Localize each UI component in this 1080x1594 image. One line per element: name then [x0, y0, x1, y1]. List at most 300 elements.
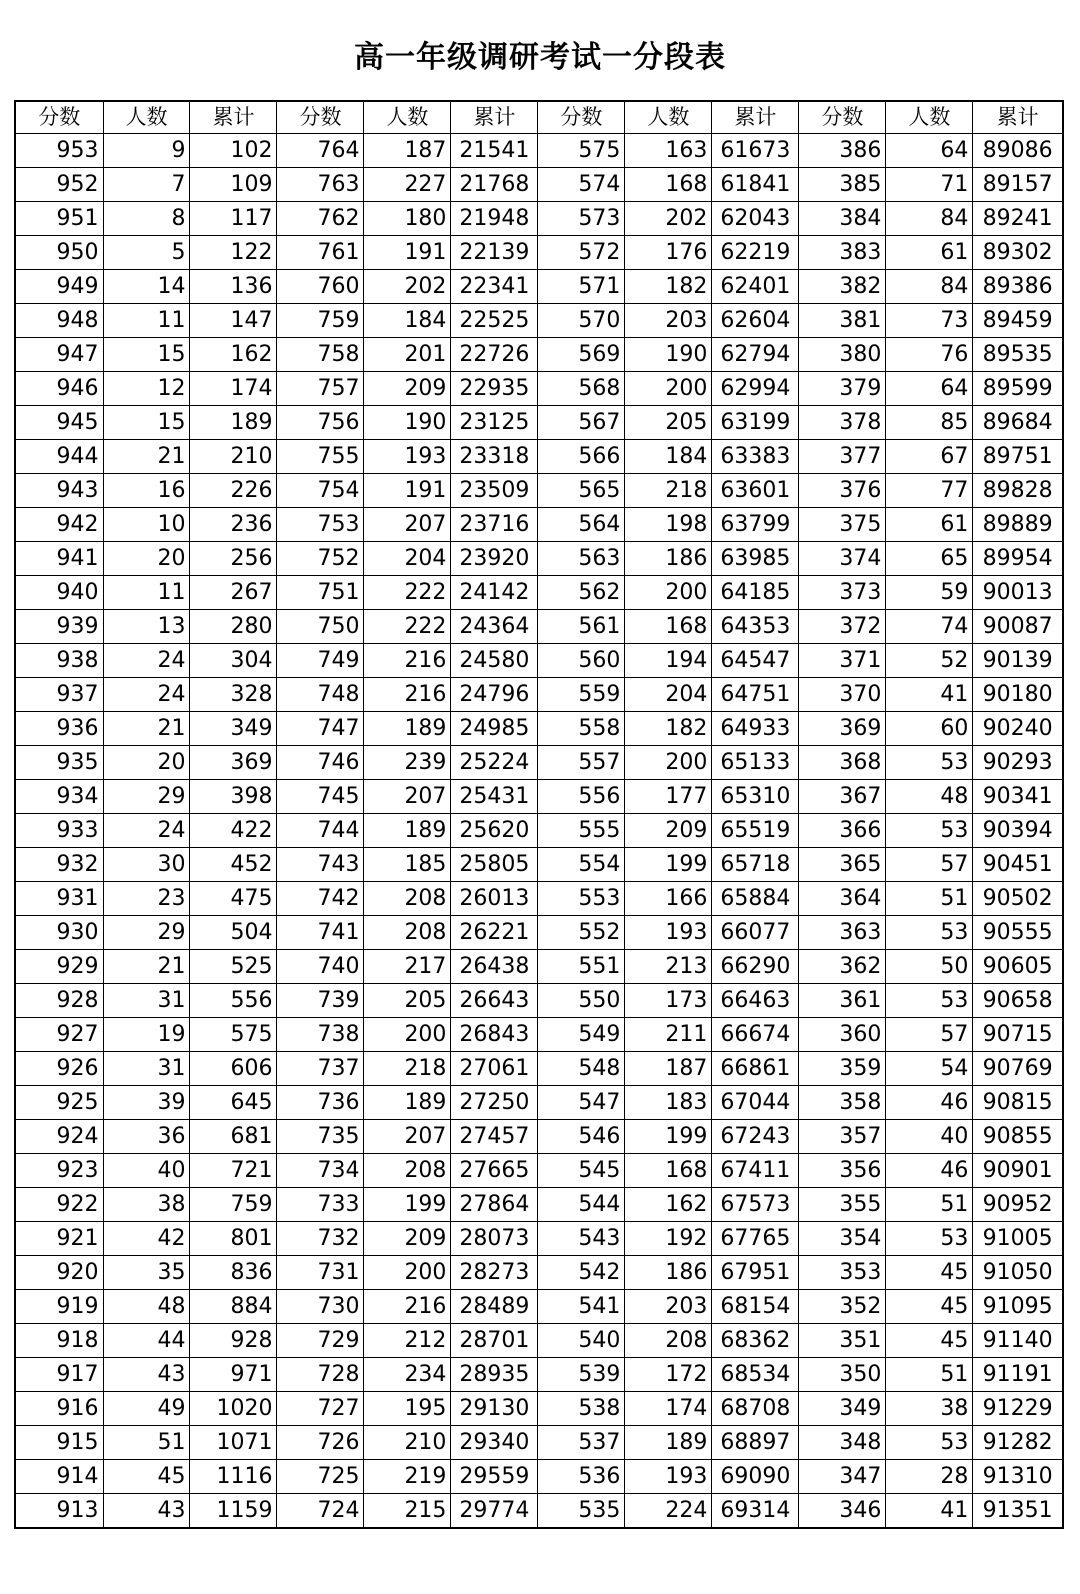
count-cell: 46: [886, 1154, 973, 1188]
count-cell: 57: [886, 848, 973, 882]
count-cell: 21: [103, 712, 190, 746]
score-cell: 558: [538, 712, 625, 746]
score-cell: 738: [277, 1018, 364, 1052]
score-cell: 760: [277, 270, 364, 304]
count-cell: 8: [103, 202, 190, 236]
column-header: 分数: [538, 101, 625, 134]
table-row: [15, 1392, 1063, 1426]
score-cell: 762: [277, 202, 364, 236]
cumulative-cell: 68897: [712, 1426, 799, 1460]
score-cell: 943: [15, 474, 103, 508]
count-cell: 12: [103, 372, 190, 406]
score-cell: 754: [277, 474, 364, 508]
count-cell: 15: [103, 406, 190, 440]
table-row: [15, 372, 1063, 406]
cumulative-cell: 66290: [712, 950, 799, 984]
score-cell: 732: [277, 1222, 364, 1256]
count-cell: 191: [364, 236, 451, 270]
table-row: [15, 236, 1063, 270]
count-cell: 84: [886, 202, 973, 236]
score-cell: 369: [799, 712, 886, 746]
count-cell: 60: [886, 712, 973, 746]
score-cell: 752: [277, 542, 364, 576]
score-cell: 360: [799, 1018, 886, 1052]
cumulative-cell: 66463: [712, 984, 799, 1018]
cumulative-cell: 475: [190, 882, 277, 916]
count-cell: 218: [364, 1052, 451, 1086]
score-cell: 544: [538, 1188, 625, 1222]
score-cell: 378: [799, 406, 886, 440]
score-cell: 567: [538, 406, 625, 440]
count-cell: 168: [625, 1154, 712, 1188]
cumulative-cell: 349: [190, 712, 277, 746]
cumulative-cell: 89828: [973, 474, 1063, 508]
count-cell: 193: [364, 440, 451, 474]
cumulative-cell: 556: [190, 984, 277, 1018]
cumulative-cell: 26843: [451, 1018, 538, 1052]
count-cell: 76: [886, 338, 973, 372]
score-cell: 357: [799, 1120, 886, 1154]
count-cell: 200: [364, 1256, 451, 1290]
cumulative-cell: 62604: [712, 304, 799, 338]
score-cell: 543: [538, 1222, 625, 1256]
count-cell: 189: [364, 1086, 451, 1120]
count-cell: 173: [625, 984, 712, 1018]
cumulative-cell: 68534: [712, 1358, 799, 1392]
count-cell: 5: [103, 236, 190, 270]
score-cell: 541: [538, 1290, 625, 1324]
score-cell: 539: [538, 1358, 625, 1392]
score-cell: 353: [799, 1256, 886, 1290]
cumulative-cell: 62401: [712, 270, 799, 304]
score-cell: 735: [277, 1120, 364, 1154]
cumulative-cell: 29559: [451, 1460, 538, 1494]
cumulative-cell: 24985: [451, 712, 538, 746]
score-cell: 730: [277, 1290, 364, 1324]
count-cell: 53: [886, 984, 973, 1018]
score-cell: 729: [277, 1324, 364, 1358]
cumulative-cell: 1116: [190, 1460, 277, 1494]
cumulative-cell: 645: [190, 1086, 277, 1120]
cumulative-cell: 67951: [712, 1256, 799, 1290]
cumulative-cell: 28273: [451, 1256, 538, 1290]
count-cell: 207: [364, 508, 451, 542]
cumulative-cell: 67765: [712, 1222, 799, 1256]
score-cell: 753: [277, 508, 364, 542]
table-row: [15, 508, 1063, 542]
score-cell: 740: [277, 950, 364, 984]
cumulative-cell: 25620: [451, 814, 538, 848]
cumulative-cell: 64933: [712, 712, 799, 746]
cumulative-cell: 23920: [451, 542, 538, 576]
score-cell: 354: [799, 1222, 886, 1256]
cumulative-cell: 89535: [973, 338, 1063, 372]
cumulative-cell: 67573: [712, 1188, 799, 1222]
score-cell: 947: [15, 338, 103, 372]
cumulative-cell: 136: [190, 270, 277, 304]
score-cell: 382: [799, 270, 886, 304]
score-cell: 548: [538, 1052, 625, 1086]
score-cell: 356: [799, 1154, 886, 1188]
cumulative-cell: 91005: [973, 1222, 1063, 1256]
count-cell: 51: [886, 1188, 973, 1222]
column-header: 累计: [451, 101, 538, 134]
count-cell: 234: [364, 1358, 451, 1392]
count-cell: 187: [625, 1052, 712, 1086]
score-cell: 370: [799, 678, 886, 712]
cumulative-cell: 63383: [712, 440, 799, 474]
table-row: [15, 746, 1063, 780]
count-cell: 211: [625, 1018, 712, 1052]
score-cell: 535: [538, 1494, 625, 1529]
count-cell: 9: [103, 134, 190, 168]
score-cell: 932: [15, 848, 103, 882]
cumulative-cell: 89302: [973, 236, 1063, 270]
count-cell: 46: [886, 1086, 973, 1120]
score-cell: 948: [15, 304, 103, 338]
score-cell: 549: [538, 1018, 625, 1052]
score-cell: 555: [538, 814, 625, 848]
table-row: [15, 202, 1063, 236]
cumulative-cell: 89241: [973, 202, 1063, 236]
cumulative-cell: 147: [190, 304, 277, 338]
table-row: [15, 712, 1063, 746]
score-cell: 923: [15, 1154, 103, 1188]
score-cell: 744: [277, 814, 364, 848]
column-header: 分数: [799, 101, 886, 134]
column-header: 累计: [190, 101, 277, 134]
count-cell: 204: [625, 678, 712, 712]
count-cell: 41: [886, 678, 973, 712]
table-row: [15, 1290, 1063, 1324]
cumulative-cell: 328: [190, 678, 277, 712]
score-cell: 913: [15, 1494, 103, 1529]
count-cell: 168: [625, 168, 712, 202]
score-cell: 941: [15, 542, 103, 576]
score-cell: 745: [277, 780, 364, 814]
count-cell: 199: [364, 1188, 451, 1222]
score-cell: 568: [538, 372, 625, 406]
cumulative-cell: 67044: [712, 1086, 799, 1120]
score-cell: 928: [15, 984, 103, 1018]
cumulative-cell: 29130: [451, 1392, 538, 1426]
count-cell: 208: [625, 1324, 712, 1358]
cumulative-cell: 68154: [712, 1290, 799, 1324]
score-cell: 731: [277, 1256, 364, 1290]
cumulative-cell: 89751: [973, 440, 1063, 474]
score-cell: 537: [538, 1426, 625, 1460]
count-cell: 224: [625, 1494, 712, 1529]
cumulative-cell: 64751: [712, 678, 799, 712]
cumulative-cell: 22525: [451, 304, 538, 338]
score-cell: 564: [538, 508, 625, 542]
table-row: [15, 950, 1063, 984]
score-cell: 348: [799, 1426, 886, 1460]
cumulative-cell: 90293: [973, 746, 1063, 780]
table-row: [15, 1324, 1063, 1358]
count-cell: 227: [364, 168, 451, 202]
cumulative-cell: 91229: [973, 1392, 1063, 1426]
score-cell: 926: [15, 1052, 103, 1086]
count-cell: 53: [886, 1426, 973, 1460]
cumulative-cell: 162: [190, 338, 277, 372]
cumulative-cell: 1071: [190, 1426, 277, 1460]
score-cell: 373: [799, 576, 886, 610]
count-cell: 172: [625, 1358, 712, 1392]
score-cell: 747: [277, 712, 364, 746]
cumulative-cell: 681: [190, 1120, 277, 1154]
cumulative-cell: 928: [190, 1324, 277, 1358]
cumulative-cell: 91050: [973, 1256, 1063, 1290]
count-cell: 10: [103, 508, 190, 542]
count-cell: 16: [103, 474, 190, 508]
count-cell: 193: [625, 916, 712, 950]
cumulative-cell: 89684: [973, 406, 1063, 440]
score-cell: 557: [538, 746, 625, 780]
score-cell: 755: [277, 440, 364, 474]
cumulative-cell: 23509: [451, 474, 538, 508]
score-cell: 358: [799, 1086, 886, 1120]
score-cell: 566: [538, 440, 625, 474]
table-row: [15, 1256, 1063, 1290]
count-cell: 42: [103, 1222, 190, 1256]
cumulative-cell: 280: [190, 610, 277, 644]
cumulative-cell: 90769: [973, 1052, 1063, 1086]
count-cell: 202: [364, 270, 451, 304]
count-cell: 209: [364, 1222, 451, 1256]
cumulative-cell: 90451: [973, 848, 1063, 882]
count-cell: 217: [364, 950, 451, 984]
count-cell: 84: [886, 270, 973, 304]
score-cell: 365: [799, 848, 886, 882]
cumulative-cell: 89954: [973, 542, 1063, 576]
table-row: [15, 1222, 1063, 1256]
count-cell: 54: [886, 1052, 973, 1086]
column-header: 累计: [973, 101, 1063, 134]
cumulative-cell: 67243: [712, 1120, 799, 1154]
score-cell: 385: [799, 168, 886, 202]
table-row: [15, 1358, 1063, 1392]
count-cell: 20: [103, 542, 190, 576]
cumulative-cell: 90139: [973, 644, 1063, 678]
score-cell: 379: [799, 372, 886, 406]
count-cell: 184: [625, 440, 712, 474]
cumulative-cell: 504: [190, 916, 277, 950]
cumulative-cell: 452: [190, 848, 277, 882]
cumulative-cell: 66674: [712, 1018, 799, 1052]
count-cell: 31: [103, 1052, 190, 1086]
count-cell: 21: [103, 950, 190, 984]
count-cell: 53: [886, 1222, 973, 1256]
cumulative-cell: 89386: [973, 270, 1063, 304]
score-cell: 929: [15, 950, 103, 984]
cumulative-cell: 27665: [451, 1154, 538, 1188]
table-row: [15, 984, 1063, 1018]
table-row: [15, 780, 1063, 814]
score-cell: 536: [538, 1460, 625, 1494]
count-cell: 168: [625, 610, 712, 644]
count-cell: 215: [364, 1494, 451, 1529]
score-cell: 553: [538, 882, 625, 916]
cumulative-cell: 836: [190, 1256, 277, 1290]
count-cell: 23: [103, 882, 190, 916]
column-header: 累计: [712, 101, 799, 134]
cumulative-cell: 64547: [712, 644, 799, 678]
score-cell: 945: [15, 406, 103, 440]
count-cell: 209: [364, 372, 451, 406]
table-row: [15, 1494, 1063, 1529]
cumulative-cell: 24796: [451, 678, 538, 712]
column-header: 人数: [625, 101, 712, 134]
count-cell: 77: [886, 474, 973, 508]
cumulative-cell: 398: [190, 780, 277, 814]
count-cell: 174: [625, 1392, 712, 1426]
cumulative-cell: 759: [190, 1188, 277, 1222]
cumulative-cell: 25431: [451, 780, 538, 814]
table-row: [15, 882, 1063, 916]
cumulative-cell: 23125: [451, 406, 538, 440]
cumulative-cell: 22341: [451, 270, 538, 304]
count-cell: 187: [364, 134, 451, 168]
score-cell: 750: [277, 610, 364, 644]
score-cell: 950: [15, 236, 103, 270]
table-row: [15, 338, 1063, 372]
cumulative-cell: 66077: [712, 916, 799, 950]
cumulative-cell: 90555: [973, 916, 1063, 950]
column-header: 分数: [15, 101, 103, 134]
cumulative-cell: 606: [190, 1052, 277, 1086]
score-cell: 563: [538, 542, 625, 576]
score-cell: 363: [799, 916, 886, 950]
score-cell: 547: [538, 1086, 625, 1120]
score-cell: 756: [277, 406, 364, 440]
count-cell: 73: [886, 304, 973, 338]
count-cell: 11: [103, 576, 190, 610]
table-row: [15, 1018, 1063, 1052]
score-cell: 551: [538, 950, 625, 984]
score-cell: 917: [15, 1358, 103, 1392]
count-cell: 74: [886, 610, 973, 644]
table-body: [15, 134, 1063, 1529]
cumulative-cell: 63985: [712, 542, 799, 576]
cumulative-cell: 90502: [973, 882, 1063, 916]
cumulative-cell: 91310: [973, 1460, 1063, 1494]
score-cell: 743: [277, 848, 364, 882]
count-cell: 205: [364, 984, 451, 1018]
score-cell: 739: [277, 984, 364, 1018]
score-cell: 569: [538, 338, 625, 372]
cumulative-cell: 304: [190, 644, 277, 678]
count-cell: 204: [364, 542, 451, 576]
cumulative-cell: 91191: [973, 1358, 1063, 1392]
count-cell: 40: [886, 1120, 973, 1154]
count-cell: 190: [625, 338, 712, 372]
table-row: [15, 916, 1063, 950]
cumulative-cell: 109: [190, 168, 277, 202]
score-cell: 538: [538, 1392, 625, 1426]
cumulative-cell: 90952: [973, 1188, 1063, 1222]
count-cell: 61: [886, 236, 973, 270]
cumulative-cell: 62043: [712, 202, 799, 236]
score-cell: 376: [799, 474, 886, 508]
cumulative-cell: 21541: [451, 134, 538, 168]
table-row: [15, 678, 1063, 712]
count-cell: 216: [364, 644, 451, 678]
cumulative-cell: 971: [190, 1358, 277, 1392]
count-cell: 11: [103, 304, 190, 338]
score-cell: 920: [15, 1256, 103, 1290]
cumulative-cell: 189: [190, 406, 277, 440]
cumulative-cell: 26221: [451, 916, 538, 950]
count-cell: 51: [886, 882, 973, 916]
count-cell: 43: [103, 1358, 190, 1392]
cumulative-cell: 69314: [712, 1494, 799, 1529]
count-cell: 176: [625, 236, 712, 270]
score-cell: 351: [799, 1324, 886, 1358]
count-cell: 202: [625, 202, 712, 236]
count-cell: 44: [103, 1324, 190, 1358]
count-cell: 36: [103, 1120, 190, 1154]
count-cell: 219: [364, 1460, 451, 1494]
cumulative-cell: 65718: [712, 848, 799, 882]
score-cell: 937: [15, 678, 103, 712]
table-row: [15, 644, 1063, 678]
cumulative-cell: 1020: [190, 1392, 277, 1426]
score-cell: 946: [15, 372, 103, 406]
score-cell: 953: [15, 134, 103, 168]
score-cell: 367: [799, 780, 886, 814]
count-cell: 14: [103, 270, 190, 304]
count-cell: 193: [625, 1460, 712, 1494]
count-cell: 7: [103, 168, 190, 202]
count-cell: 57: [886, 1018, 973, 1052]
count-cell: 35: [103, 1256, 190, 1290]
score-cell: 935: [15, 746, 103, 780]
cumulative-cell: 64353: [712, 610, 799, 644]
score-cell: 761: [277, 236, 364, 270]
cumulative-cell: 68708: [712, 1392, 799, 1426]
count-cell: 64: [886, 372, 973, 406]
cumulative-cell: 236: [190, 508, 277, 542]
count-cell: 192: [625, 1222, 712, 1256]
count-cell: 28: [886, 1460, 973, 1494]
score-cell: 352: [799, 1290, 886, 1324]
count-cell: 208: [364, 916, 451, 950]
count-cell: 194: [625, 644, 712, 678]
cumulative-cell: 24580: [451, 644, 538, 678]
score-cell: 372: [799, 610, 886, 644]
cumulative-cell: 62994: [712, 372, 799, 406]
score-cell: 554: [538, 848, 625, 882]
cumulative-cell: 24142: [451, 576, 538, 610]
score-cell: 545: [538, 1154, 625, 1188]
table-row: [15, 134, 1063, 168]
count-cell: 13: [103, 610, 190, 644]
count-cell: 71: [886, 168, 973, 202]
cumulative-cell: 63199: [712, 406, 799, 440]
count-cell: 182: [625, 712, 712, 746]
count-cell: 180: [364, 202, 451, 236]
table-row: [15, 1052, 1063, 1086]
cumulative-cell: 21768: [451, 168, 538, 202]
score-cell: 371: [799, 644, 886, 678]
score-cell: 734: [277, 1154, 364, 1188]
count-cell: 216: [364, 1290, 451, 1324]
score-cell: 349: [799, 1392, 886, 1426]
count-cell: 21: [103, 440, 190, 474]
cumulative-cell: 29774: [451, 1494, 538, 1529]
cumulative-cell: 90715: [973, 1018, 1063, 1052]
